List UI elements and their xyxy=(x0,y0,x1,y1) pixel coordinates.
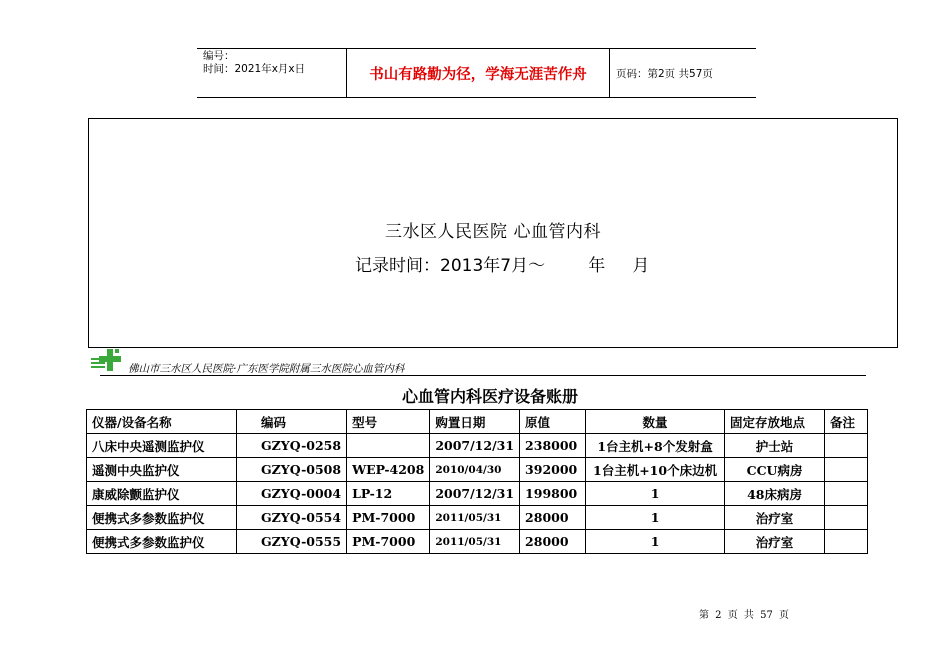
column-header: 原值 xyxy=(520,410,586,434)
value-cell: 28000 xyxy=(520,530,586,554)
value-cell: 238000 xyxy=(520,434,586,458)
code-cell: GZYQ-0508 xyxy=(237,458,347,482)
column-header: 仪器/设备名称 xyxy=(87,410,237,434)
code-cell: GZYQ-0554 xyxy=(237,506,347,530)
remark-cell xyxy=(825,458,868,482)
purchase-date-cell: 2011/05/31 xyxy=(430,506,520,530)
page-footer: 第 2 页 共 57 页 xyxy=(699,610,789,621)
column-header: 固定存放地点 xyxy=(725,410,825,434)
purchase-date-cell: 2010/04/30 xyxy=(430,458,520,482)
purchase-date-cell: 2007/12/31 xyxy=(430,434,520,458)
model-cell: PM-7000 xyxy=(347,530,430,554)
code-cell: GZYQ-0555 xyxy=(237,530,347,554)
banner-divider xyxy=(100,375,866,376)
equipment-table xyxy=(86,409,868,554)
table-row xyxy=(87,530,868,554)
purchase-date-cell: 2011/05/31 xyxy=(430,530,520,554)
cover-title: 三水区人民医院 心血管内科 xyxy=(385,222,601,242)
remark-cell xyxy=(825,482,868,506)
record-time: 记录时间：2013年7月～ 年 月 xyxy=(355,256,650,276)
quantity-cell: 1台主机+10个床边机 xyxy=(586,458,725,482)
device-name-cell: 遥测中央监护仪 xyxy=(87,458,237,482)
page-number-label: 页码：第2页 共57页 xyxy=(616,67,713,80)
remark-cell xyxy=(825,530,868,554)
quantity-cell: 1 xyxy=(586,530,725,554)
model-cell: WEP-4208 xyxy=(347,458,430,482)
table-row xyxy=(87,506,868,530)
location-cell: 治疗室 xyxy=(725,530,825,554)
motto-text: 书山有路勤为径，学海无涯苦作舟 xyxy=(347,49,610,97)
remark-cell xyxy=(825,506,868,530)
quantity-cell: 1 xyxy=(586,506,725,530)
device-name-cell: 康威除颤监护仪 xyxy=(87,482,237,506)
table-row xyxy=(87,482,868,506)
hospital-banner: 佛山市三水区人民医院·广东医学院附属三水医院心血管内科 xyxy=(128,363,405,375)
table-header-row xyxy=(87,410,868,434)
column-header: 数量 xyxy=(586,410,725,434)
location-cell: 治疗室 xyxy=(725,506,825,530)
purchase-date-cell: 2007/12/31 xyxy=(430,482,520,506)
remark-cell xyxy=(825,434,868,458)
table-row xyxy=(87,434,868,458)
model-cell: LP-12 xyxy=(347,482,430,506)
column-header: 型号 xyxy=(347,410,430,434)
quantity-cell: 1台主机+8个发射盒 xyxy=(586,434,725,458)
device-name-cell: 便携式多参数监护仪 xyxy=(87,506,237,530)
location-cell: CCU病房 xyxy=(725,458,825,482)
column-header: 购置日期 xyxy=(430,410,520,434)
table-row xyxy=(87,458,868,482)
ledger-title: 心血管内科医疗设备账册 xyxy=(401,387,578,406)
location-cell: 护士站 xyxy=(725,434,825,458)
column-header: 备注 xyxy=(825,410,868,434)
model-cell: PM-7000 xyxy=(347,506,430,530)
model-cell xyxy=(347,434,430,458)
device-name-cell: 便携式多参数监护仪 xyxy=(87,530,237,554)
time-label: 时间：2021年x月x日 xyxy=(203,63,306,75)
value-cell: 392000 xyxy=(520,458,586,482)
device-name-cell: 八床中央遥测监护仪 xyxy=(87,434,237,458)
value-cell: 28000 xyxy=(520,506,586,530)
code-cell: GZYQ-0004 xyxy=(237,482,347,506)
value-cell: 199800 xyxy=(520,482,586,506)
quantity-cell: 1 xyxy=(586,482,725,506)
hospital-cross-logo-icon xyxy=(91,347,125,373)
code-cell: GZYQ-0258 xyxy=(237,434,347,458)
header-left-cell xyxy=(197,49,347,97)
column-header: 编码 xyxy=(237,410,347,434)
doc-number-label: 编号： xyxy=(203,50,235,62)
document-header xyxy=(197,48,756,98)
cover-box xyxy=(88,118,898,348)
location-cell: 48床病房 xyxy=(725,482,825,506)
